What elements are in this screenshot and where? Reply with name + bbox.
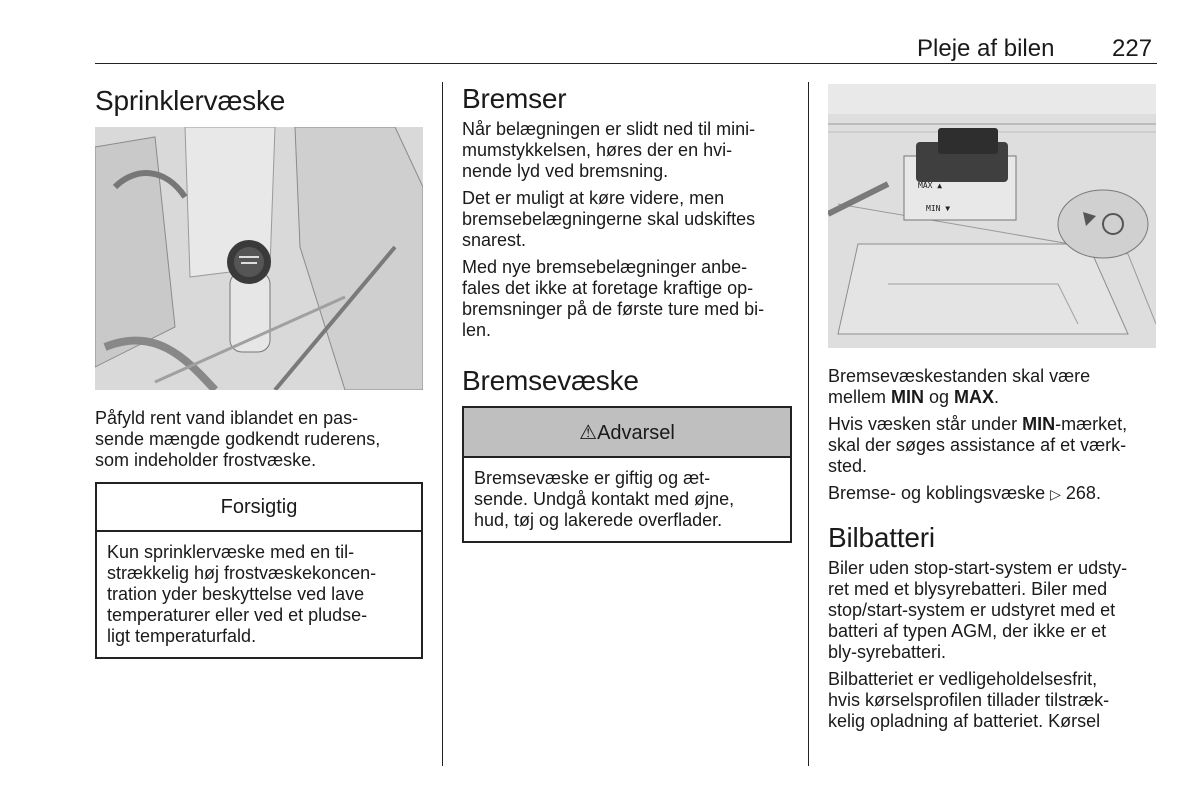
right-column bbox=[828, 84, 1158, 732]
brakes-paragraph-2: Det er muligt at køre videre, men bremsebelægningerne skal udskiftes snarest. bbox=[462, 188, 756, 250]
cross-reference bbox=[828, 483, 1158, 505]
level-text-min: MIN bbox=[891, 387, 925, 407]
warning-box bbox=[462, 406, 792, 543]
running-header-title: Pleje af bilen bbox=[917, 35, 1055, 62]
header-divider bbox=[95, 63, 1157, 64]
warning-title bbox=[464, 408, 790, 458]
battery-paragraph-1: Biler uden stop-start-system er udsty- ret med et blysyrebatteri. Biler med stop/start-system er udstyret med et batteri af typen AGM, der ikke er et bly-syrebatteri. bbox=[828, 558, 1128, 662]
level-text-post: . bbox=[994, 387, 1000, 407]
heading-washer-fluid: Sprinklervæske bbox=[95, 85, 286, 116]
min-mark-label: MIN ▼ bbox=[926, 204, 951, 213]
warning-body: Bremsevæske er giftig og æt- sende. Undgå kontakt med øjne, hud, tøj og lakerede overflader. bbox=[474, 468, 735, 530]
level-text-pre: Bremsevæskestanden skal være mellem bbox=[828, 366, 1091, 407]
washer-reservoir-illustration bbox=[95, 127, 423, 390]
column-divider-2 bbox=[808, 82, 809, 766]
level-text-max: MAX bbox=[954, 387, 995, 407]
page-reference-arrow-icon: ▷ bbox=[1050, 486, 1061, 502]
washer-fluid-figure bbox=[95, 127, 423, 390]
middle-column bbox=[462, 84, 792, 543]
heading-battery: Bilbatteri bbox=[828, 522, 935, 553]
heading-brake-fluid: Bremsevæske bbox=[462, 365, 639, 396]
left-column bbox=[95, 84, 423, 659]
below-min-post: -mærket, skal der søges assistance af et værk- sted. bbox=[828, 414, 1128, 476]
heading-brakes: Bremser bbox=[462, 83, 567, 114]
max-mark-label: MAX ▲ bbox=[918, 181, 943, 190]
below-min-min: MIN bbox=[1022, 414, 1056, 434]
below-min-pre: Hvis væsken står under bbox=[828, 414, 1023, 434]
brake-reservoir-illustration bbox=[828, 84, 1156, 348]
brake-fluid-level-text bbox=[828, 366, 1158, 408]
warning-triangle-icon: ⚠ bbox=[579, 422, 598, 444]
brakes-paragraph-3: Med nye bremsebelægninger anbe- fales det ikke at foretage kraftige op- bremsninger på de første ture med bi- len. bbox=[462, 257, 765, 340]
cross-reference-text: Bremse- og koblingsvæske bbox=[828, 483, 1046, 503]
battery-paragraph-2: Bilbatteriet er vedligeholdelsesfrit, hvis kørselsprofilen tillader tilstræk- kelig opladning af batteriet. Kørsel bbox=[828, 669, 1110, 731]
brakes-paragraph-1: Når belægningen er slidt ned til mini- mumstykkelsen, høres der en hvi- nende lyd ved bremsning. bbox=[462, 119, 756, 181]
level-text-mid: og bbox=[924, 387, 955, 407]
cross-reference-page[interactable]: 268. bbox=[1065, 483, 1101, 503]
caution-title: Forsigtig bbox=[97, 484, 421, 532]
washer-fluid-instructions: Påfyld rent vand iblandet en pas- sende mængde godkendt ruderens, som indeholder frostvæske. bbox=[95, 408, 381, 470]
caution-body: Kun sprinklervæske med en til- strækkelig høj frostvæskekoncen- tration yder beskyttelse ved lave temperaturer eller ved et pludse- ligt temperaturfald. bbox=[107, 542, 377, 646]
brake-fluid-figure bbox=[828, 84, 1156, 348]
below-min-text bbox=[828, 414, 1158, 477]
column-divider-1 bbox=[442, 82, 443, 766]
caution-box bbox=[95, 482, 423, 659]
page-number: 227 bbox=[1112, 35, 1153, 62]
warning-title-text: Advarsel bbox=[597, 422, 675, 444]
